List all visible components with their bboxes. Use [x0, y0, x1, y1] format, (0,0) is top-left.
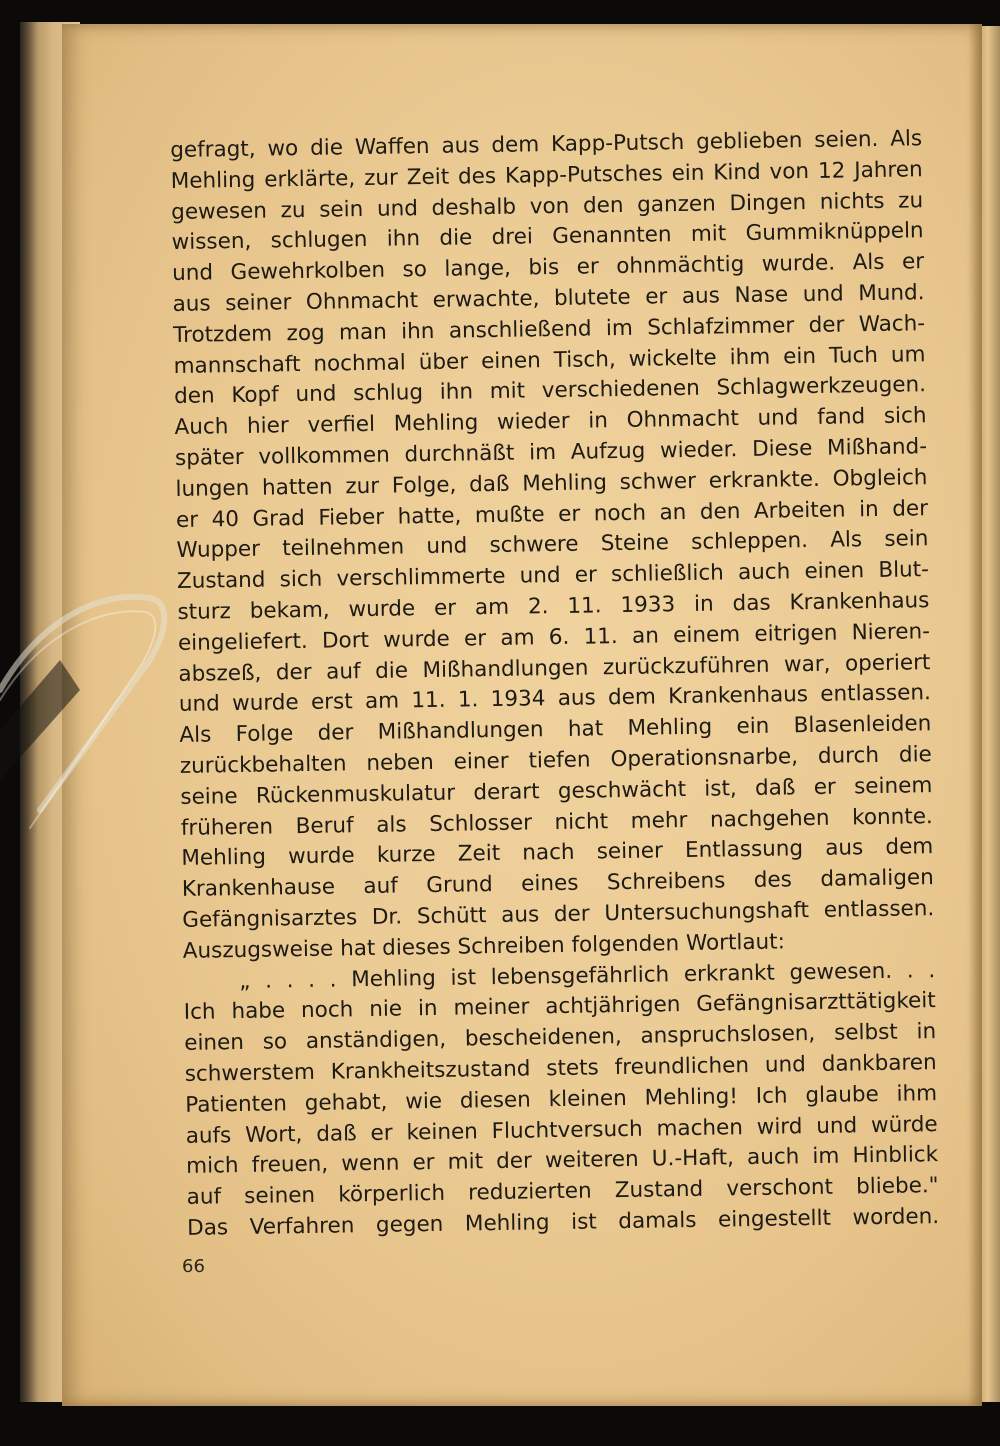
page-number: 66 — [182, 1256, 205, 1277]
text-line: mannschaft nochmal über einen Tisch, wickelte ihm ein Tuch um — [173, 341, 926, 379]
text-line: Krankenhause auf Grund eines Schreibens des damaligen — [181, 865, 934, 903]
text-line: Das Verfahren gegen Mehling ist damals eingestellt worden. — [186, 1203, 940, 1241]
text-line: Auszugsweise hat dieses Schreiben folgenden Wortlaut: — [182, 929, 786, 964]
text-line: und wurde erst am 11. 1. 1934 aus dem Krankenhaus entlassen. — [178, 680, 932, 718]
text-line: früheren Beruf als Schlosser nicht mehr nachgehen konnte. — [180, 803, 933, 841]
text-line: er 40 Grad Fieber hatte, mußte er noch an den Arbeiten in der — [175, 495, 929, 533]
text-line: Trotzdem zog man ihn anschließend im Schlafzimmer der Wach- — [172, 310, 926, 348]
text-line: Mehling wurde kurze Zeit nach seiner Entlassung aus dem — [181, 834, 934, 872]
text-line: abszeß, der auf die Mißhandlungen zurückzuführen war, operiert — [178, 649, 931, 687]
body-text — [170, 124, 939, 1244]
text-line: Als Folge der Mißhandlungen hat Mehling ein Blasenleiden — [179, 711, 932, 749]
text-line: Wupper teilnehmen und schwere Steine schleppen. Als sein — [176, 526, 929, 564]
quote-line: aufs Wort, daß er keinen Fluchtversuch machen wird und würde — [185, 1111, 938, 1149]
text-line: und Gewehrkolben so lange, bis er ohnmächtig wurde. Als er — [171, 249, 925, 287]
quote-line: schwerstem Krankheitszustand stets freundlichen und dankbaren — [184, 1049, 937, 1087]
text-line: Auch hier verfiel Mehling wieder in Ohnmacht und fand sich — [174, 403, 927, 441]
text-line: Mehling erklärte, zur Zeit des Kapp-Putsches ein Kind von 12 Jahren — [170, 156, 923, 194]
quote-line: einen so anständigen, bescheidenen, anspruchslosen, selbst in — [184, 1019, 937, 1056]
text-line: lungen hatten zur Folge, daß Mehling schwer erkrankte. Obgleich — [175, 464, 928, 502]
quote-line: Ich habe noch nie in meiner achtjährigen Gefängnisarzttätigkeit — [183, 988, 936, 1026]
text-line: aus seiner Ohnmacht erwachte, blutete er aus Nase und Mund. — [172, 280, 925, 317]
text-line: zurückbehalten neben einer tiefen Operationsnarbe, durch die — [179, 742, 933, 779]
text-line: seine Rückenmuskulatur derart geschwächt ist, daß er seinem — [180, 772, 933, 810]
text-line: gefragt, wo die Waffen aus dem Kapp-Putsch geblieben seien. Als — [170, 126, 923, 163]
quote-line: „ . . . . Mehling ist lebensgefährlich erkrankt gewesen. . . — [239, 957, 936, 994]
text-line: gewesen zu sein und deshalb von den ganzen Dingen nichts zu — [170, 187, 924, 225]
text-line: Gefängnisarztes Dr. Schütt aus der Untersuchungshaft entlassen. — [182, 896, 935, 933]
text-line: sturz bekam, wurde er am 2. 11. 1933 in das Krankenhaus — [177, 588, 930, 625]
quote-line: Patienten gehabt, wie diesen kleinen Mehling! Ich glaube ihm — [185, 1080, 938, 1118]
quote-line: auf seinen körperlich reduzierten Zustand verschont bliebe." — [186, 1173, 939, 1210]
book-page — [62, 24, 982, 1406]
text-line: wissen, schlugen ihn die drei Genannten mit Gummiknüppeln — [171, 218, 924, 256]
quote-line: mich freuen, wenn er mit der weiteren U.-Haft, auch im Hinblick — [185, 1142, 939, 1180]
text-line: Zustand sich verschlimmerte und er schließlich auch einen Blut- — [176, 557, 930, 595]
page-gutter-shadow — [968, 24, 982, 1406]
text-line: den Kopf und schlug ihn mit verschiedenen Schlagwerkzeugen. — [173, 372, 927, 410]
text-line: später vollkommen durchnäßt im Aufzug wieder. Diese Mißhand- — [174, 434, 928, 471]
text-line: eingeliefert. Dort wurde er am 6. 11. an einem eitrigen Nieren- — [177, 618, 931, 656]
